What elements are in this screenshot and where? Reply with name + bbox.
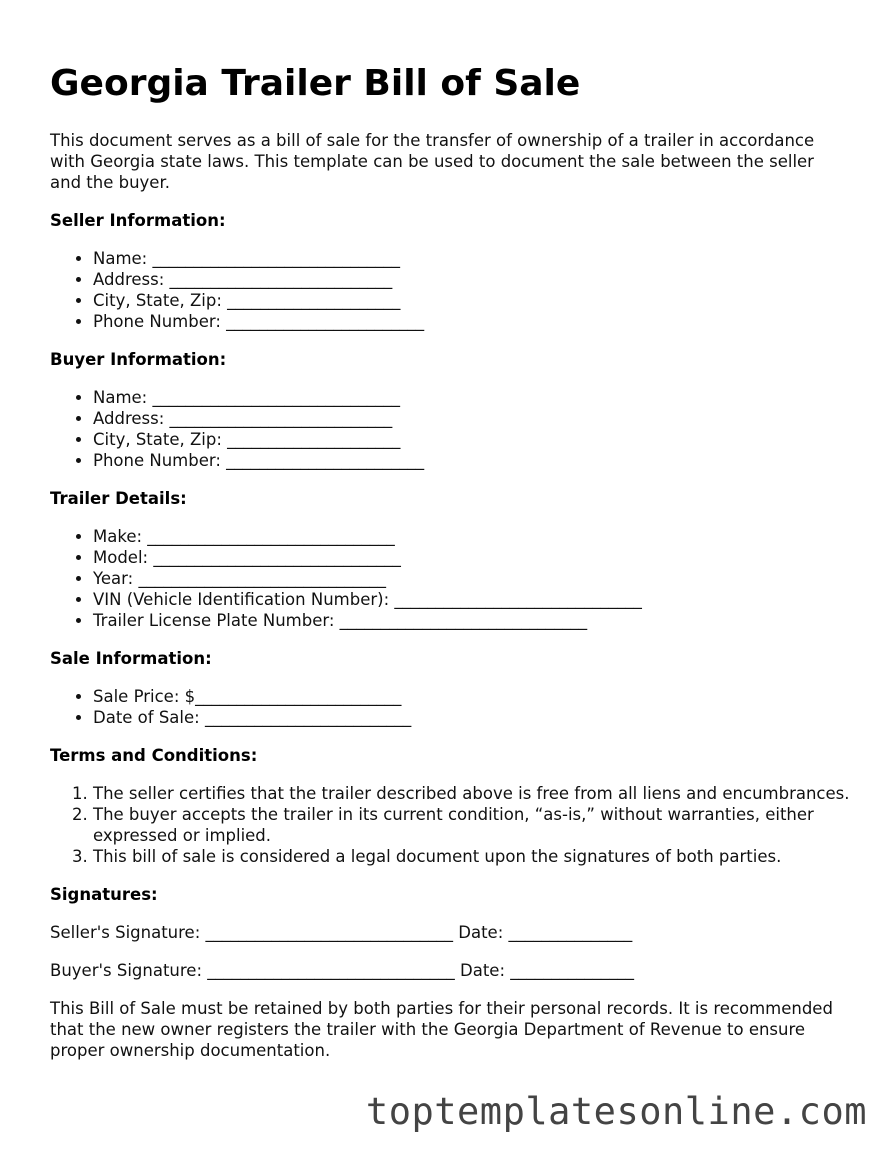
list-item: • Name: ______________________________ xyxy=(93,248,850,269)
list-item: • Model: ______________________________ xyxy=(93,547,850,568)
seller-list xyxy=(50,248,850,332)
trailer-heading: Trailer Details: xyxy=(50,489,187,508)
signatures-heading: Signatures: xyxy=(50,885,158,904)
list-item: • Address: ___________________________ xyxy=(93,269,850,290)
list-item: • Phone Number: ________________________ xyxy=(93,311,850,332)
seller-heading: Seller Information: xyxy=(50,211,226,230)
list-item: 2. The buyer accepts the trailer in its current condition, “as-is,” without warranties, either expressed or implied. xyxy=(93,804,850,846)
list-item: • VIN (Vehicle Identification Number): ______________________________ xyxy=(93,589,850,610)
list-item: • Trailer License Plate Number: ______________________________ xyxy=(93,610,850,631)
list-item: • Address: ___________________________ xyxy=(93,408,850,429)
terms-list xyxy=(50,783,850,867)
list-item: • City, State, Zip: _____________________ xyxy=(93,290,850,311)
sale-heading: Sale Information: xyxy=(50,649,212,668)
watermark-text: toptemplatesonline.com xyxy=(365,1090,867,1133)
list-item: • Make: ______________________________ xyxy=(93,526,850,547)
list-item: 1. The seller certifies that the trailer described above is free from all liens and encumbrances. xyxy=(93,783,850,804)
list-item: 3. This bill of sale is considered a legal document upon the signatures of both parties. xyxy=(93,846,850,867)
seller-signature-line: Seller's Signature: ______________________________ Date: _______________ xyxy=(50,923,633,942)
closing-paragraph: This Bill of Sale must be retained by both parties for their personal records. It is recommended that the new owner registers the trailer with the Georgia Department of Revenue to ensure proper ownership documentation. xyxy=(50,999,833,1060)
list-item: • Phone Number: ________________________ xyxy=(93,450,850,471)
document-page xyxy=(50,60,850,1061)
buyer-signature-line: Buyer's Signature: ______________________________ Date: _______________ xyxy=(50,961,634,980)
list-item: • City, State, Zip: _____________________ xyxy=(93,429,850,450)
list-item: • Sale Price: $_________________________ xyxy=(93,686,850,707)
list-item: • Date of Sale: _________________________ xyxy=(93,707,850,728)
sale-list xyxy=(50,686,850,728)
buyer-list xyxy=(50,387,850,471)
intro-paragraph: This document serves as a bill of sale for the transfer of ownership of a trailer in accordance with Georgia state laws. This template can be used to document the sale between the seller and the buyer. xyxy=(50,131,815,192)
list-item: • Name: ______________________________ xyxy=(93,387,850,408)
terms-heading: Terms and Conditions: xyxy=(50,746,258,765)
document-title: Georgia Trailer Bill of Sale xyxy=(50,63,581,104)
list-item: • Year: ______________________________ xyxy=(93,568,850,589)
buyer-heading: Buyer Information: xyxy=(50,350,227,369)
trailer-list xyxy=(50,526,850,631)
